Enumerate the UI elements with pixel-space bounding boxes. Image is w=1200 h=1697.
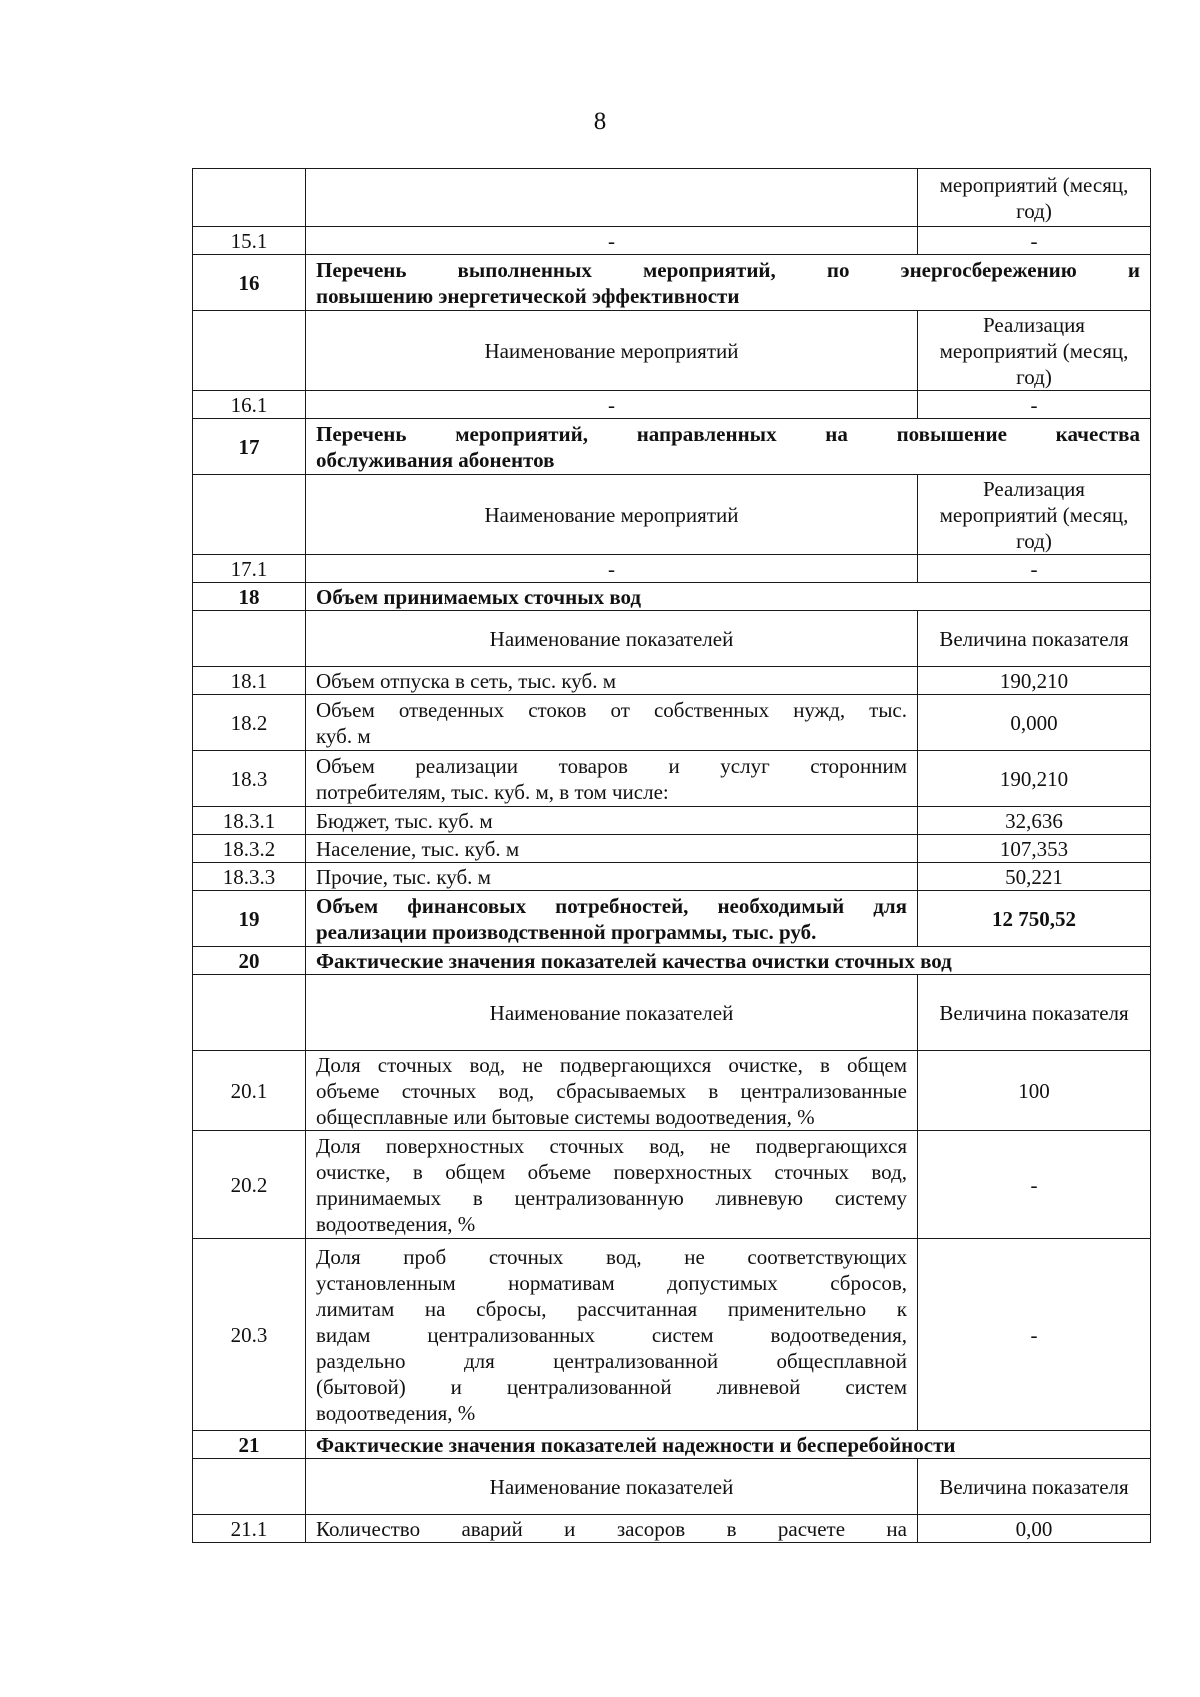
section-number: 18: [193, 583, 306, 611]
row-number: [193, 611, 306, 667]
row-name: -: [306, 391, 918, 419]
section-title-line: повышению энергетической эффективности: [316, 283, 740, 308]
table-row: [193, 555, 1151, 583]
table-row: [193, 695, 1151, 751]
column-header-name: Наименование показателей: [306, 975, 918, 1051]
row-name-line: принимаемых в централизованную ливневую систему: [316, 1185, 907, 1210]
row-value: -: [918, 1239, 1151, 1431]
column-header-name: Наименование мероприятий: [306, 475, 918, 555]
table-row: [193, 667, 1151, 695]
table-row: [193, 863, 1151, 891]
row-name-line: (бытовой) и централизованной ливневой систем: [316, 1374, 907, 1399]
row-value: -: [918, 1131, 1151, 1239]
section-row: [193, 1431, 1151, 1459]
section-title-line: обслуживания абонентов: [316, 447, 555, 472]
row-name: Бюджет, тыс. куб. м: [306, 807, 918, 835]
row-number: 18.2: [193, 695, 306, 751]
row-value: 107,353: [918, 835, 1151, 863]
row-number: 20.3: [193, 1239, 306, 1431]
row-number: 20.2: [193, 1131, 306, 1239]
section-title-line: Перечень выполненных мероприятий, по энергосбережению и: [316, 257, 1140, 282]
row-name-line: Объем финансовых потребностей, необходимый для: [316, 893, 907, 918]
row-value: 0,000: [918, 695, 1151, 751]
row-number: [193, 311, 306, 391]
row-name-line: очистке, в общем объеме поверхностных сточных вод,: [316, 1159, 907, 1184]
header-row: [193, 311, 1151, 391]
row-name: Прочие, тыс. куб. м: [306, 863, 918, 891]
row-name-line: общесплавные или бытовые системы водоотведения, %: [316, 1104, 815, 1129]
row-number: 18.1: [193, 667, 306, 695]
table-row: [193, 1051, 1151, 1131]
row-name: [306, 751, 918, 807]
row-name: -: [306, 227, 918, 255]
row-name-line: Доля проб сточных вод, не соответствующих: [316, 1244, 907, 1269]
row-name-line: водоотведения, %: [316, 1400, 476, 1425]
row-value: 100: [918, 1051, 1151, 1131]
row-name: [306, 1515, 918, 1543]
section-number: 20: [193, 947, 306, 975]
table-row: [193, 1239, 1151, 1431]
row-name-line: установленным нормативам допустимых сбросов,: [316, 1270, 907, 1295]
table-row: [193, 169, 1151, 227]
row-value: -: [918, 555, 1151, 583]
row-name-line: Доля поверхностных сточных вод, не подвергающихся: [316, 1133, 907, 1158]
table-row: [193, 751, 1151, 807]
column-header-name: Наименование мероприятий: [306, 311, 918, 391]
row-value: 0,00: [918, 1515, 1151, 1543]
row-name-line: Доля сточных вод, не подвергающихся очистке, в общем: [316, 1052, 907, 1077]
section-title: Фактические значения показателей качества очистки сточных вод: [306, 947, 1151, 975]
row-value: 32,636: [918, 807, 1151, 835]
row-value: 50,221: [918, 863, 1151, 891]
table-row: [193, 807, 1151, 835]
row-name-line: реализации производственной программы, тыс. руб.: [316, 919, 817, 944]
row-number: [193, 975, 306, 1051]
row-number: 17.1: [193, 555, 306, 583]
indicators-table: [192, 168, 1151, 1543]
row-name-line: лимитам на сбросы, рассчитанная применительно к: [316, 1296, 907, 1321]
row-name-line: куб. м: [316, 723, 371, 748]
row-number: 20.1: [193, 1051, 306, 1131]
section-row: [193, 255, 1151, 311]
section-row: [193, 947, 1151, 975]
table-row: [193, 391, 1151, 419]
section-title: [306, 419, 1151, 475]
row-name: [306, 1239, 918, 1431]
row-number: [193, 1459, 306, 1515]
row-number: 18.3.3: [193, 863, 306, 891]
row-name-line: потребителям, тыс. куб. м, в том числе:: [316, 779, 669, 804]
column-header-name: Наименование показателей: [306, 611, 918, 667]
row-value: 12 750,52: [918, 891, 1151, 947]
header-row: [193, 611, 1151, 667]
row-name: Объем отпуска в сеть, тыс. куб. м: [306, 667, 918, 695]
table-row: [193, 1515, 1151, 1543]
section-row: [193, 419, 1151, 475]
row-number: 21.1: [193, 1515, 306, 1543]
row-name: [306, 1131, 918, 1239]
row-name: [306, 695, 918, 751]
table-row: [193, 835, 1151, 863]
column-header-name: Наименование показателей: [306, 1459, 918, 1515]
row-name: Население, тыс. куб. м: [306, 835, 918, 863]
row-number: 18.3.2: [193, 835, 306, 863]
row-value: 190,210: [918, 751, 1151, 807]
section-title-line: Перечень мероприятий, направленных на повышение качества: [316, 421, 1140, 446]
column-header-value: Реализация мероприятий (месяц, год): [918, 475, 1151, 555]
row-name: [306, 169, 918, 227]
row-value: мероприятий (месяц, год): [918, 169, 1151, 227]
header-row: [193, 475, 1151, 555]
section-title: Фактические значения показателей надежности и бесперебойности: [306, 1431, 1151, 1459]
table-row: [193, 227, 1151, 255]
row-number: [193, 169, 306, 227]
column-header-value: Величина показателя: [918, 975, 1151, 1051]
row-number: 15.1: [193, 227, 306, 255]
row-name-line: раздельно для централизованной общесплавной: [316, 1348, 907, 1373]
row-number: 18.3: [193, 751, 306, 807]
row-value: -: [918, 391, 1151, 419]
section-number: 16: [193, 255, 306, 311]
row-name: [306, 891, 918, 947]
row-name: [306, 1051, 918, 1131]
section-title: Объем принимаемых сточных вод: [306, 583, 1151, 611]
column-header-value: Величина показателя: [918, 611, 1151, 667]
row-name-line: объеме сточных вод, сбрасываемых в централизованные: [316, 1078, 907, 1103]
section-number: 21: [193, 1431, 306, 1459]
header-row: [193, 1459, 1151, 1515]
row-number: 19: [193, 891, 306, 947]
page-number: 8: [593, 108, 607, 135]
row-value: 190,210: [918, 667, 1151, 695]
row-name-line: Объем реализации товаров и услуг сторонним: [316, 753, 907, 778]
row-name-line: видам централизованных систем водоотведения,: [316, 1322, 907, 1347]
table-row: [193, 891, 1151, 947]
table-row: [193, 1131, 1151, 1239]
section-number: 17: [193, 419, 306, 475]
row-name-line: Количество аварий и засоров в расчете на: [316, 1516, 907, 1541]
section-title: [306, 255, 1151, 311]
column-header-value: Величина показателя: [918, 1459, 1151, 1515]
row-number: 16.1: [193, 391, 306, 419]
row-name-line: водоотведения, %: [316, 1211, 476, 1236]
section-row: [193, 583, 1151, 611]
row-name-line: Объем отведенных стоков от собственных нужд, тыс.: [316, 697, 907, 722]
row-number: 18.3.1: [193, 807, 306, 835]
row-number: [193, 475, 306, 555]
column-header-value: Реализация мероприятий (месяц, год): [918, 311, 1151, 391]
row-name: -: [306, 555, 918, 583]
row-value: -: [918, 227, 1151, 255]
header-row: [193, 975, 1151, 1051]
